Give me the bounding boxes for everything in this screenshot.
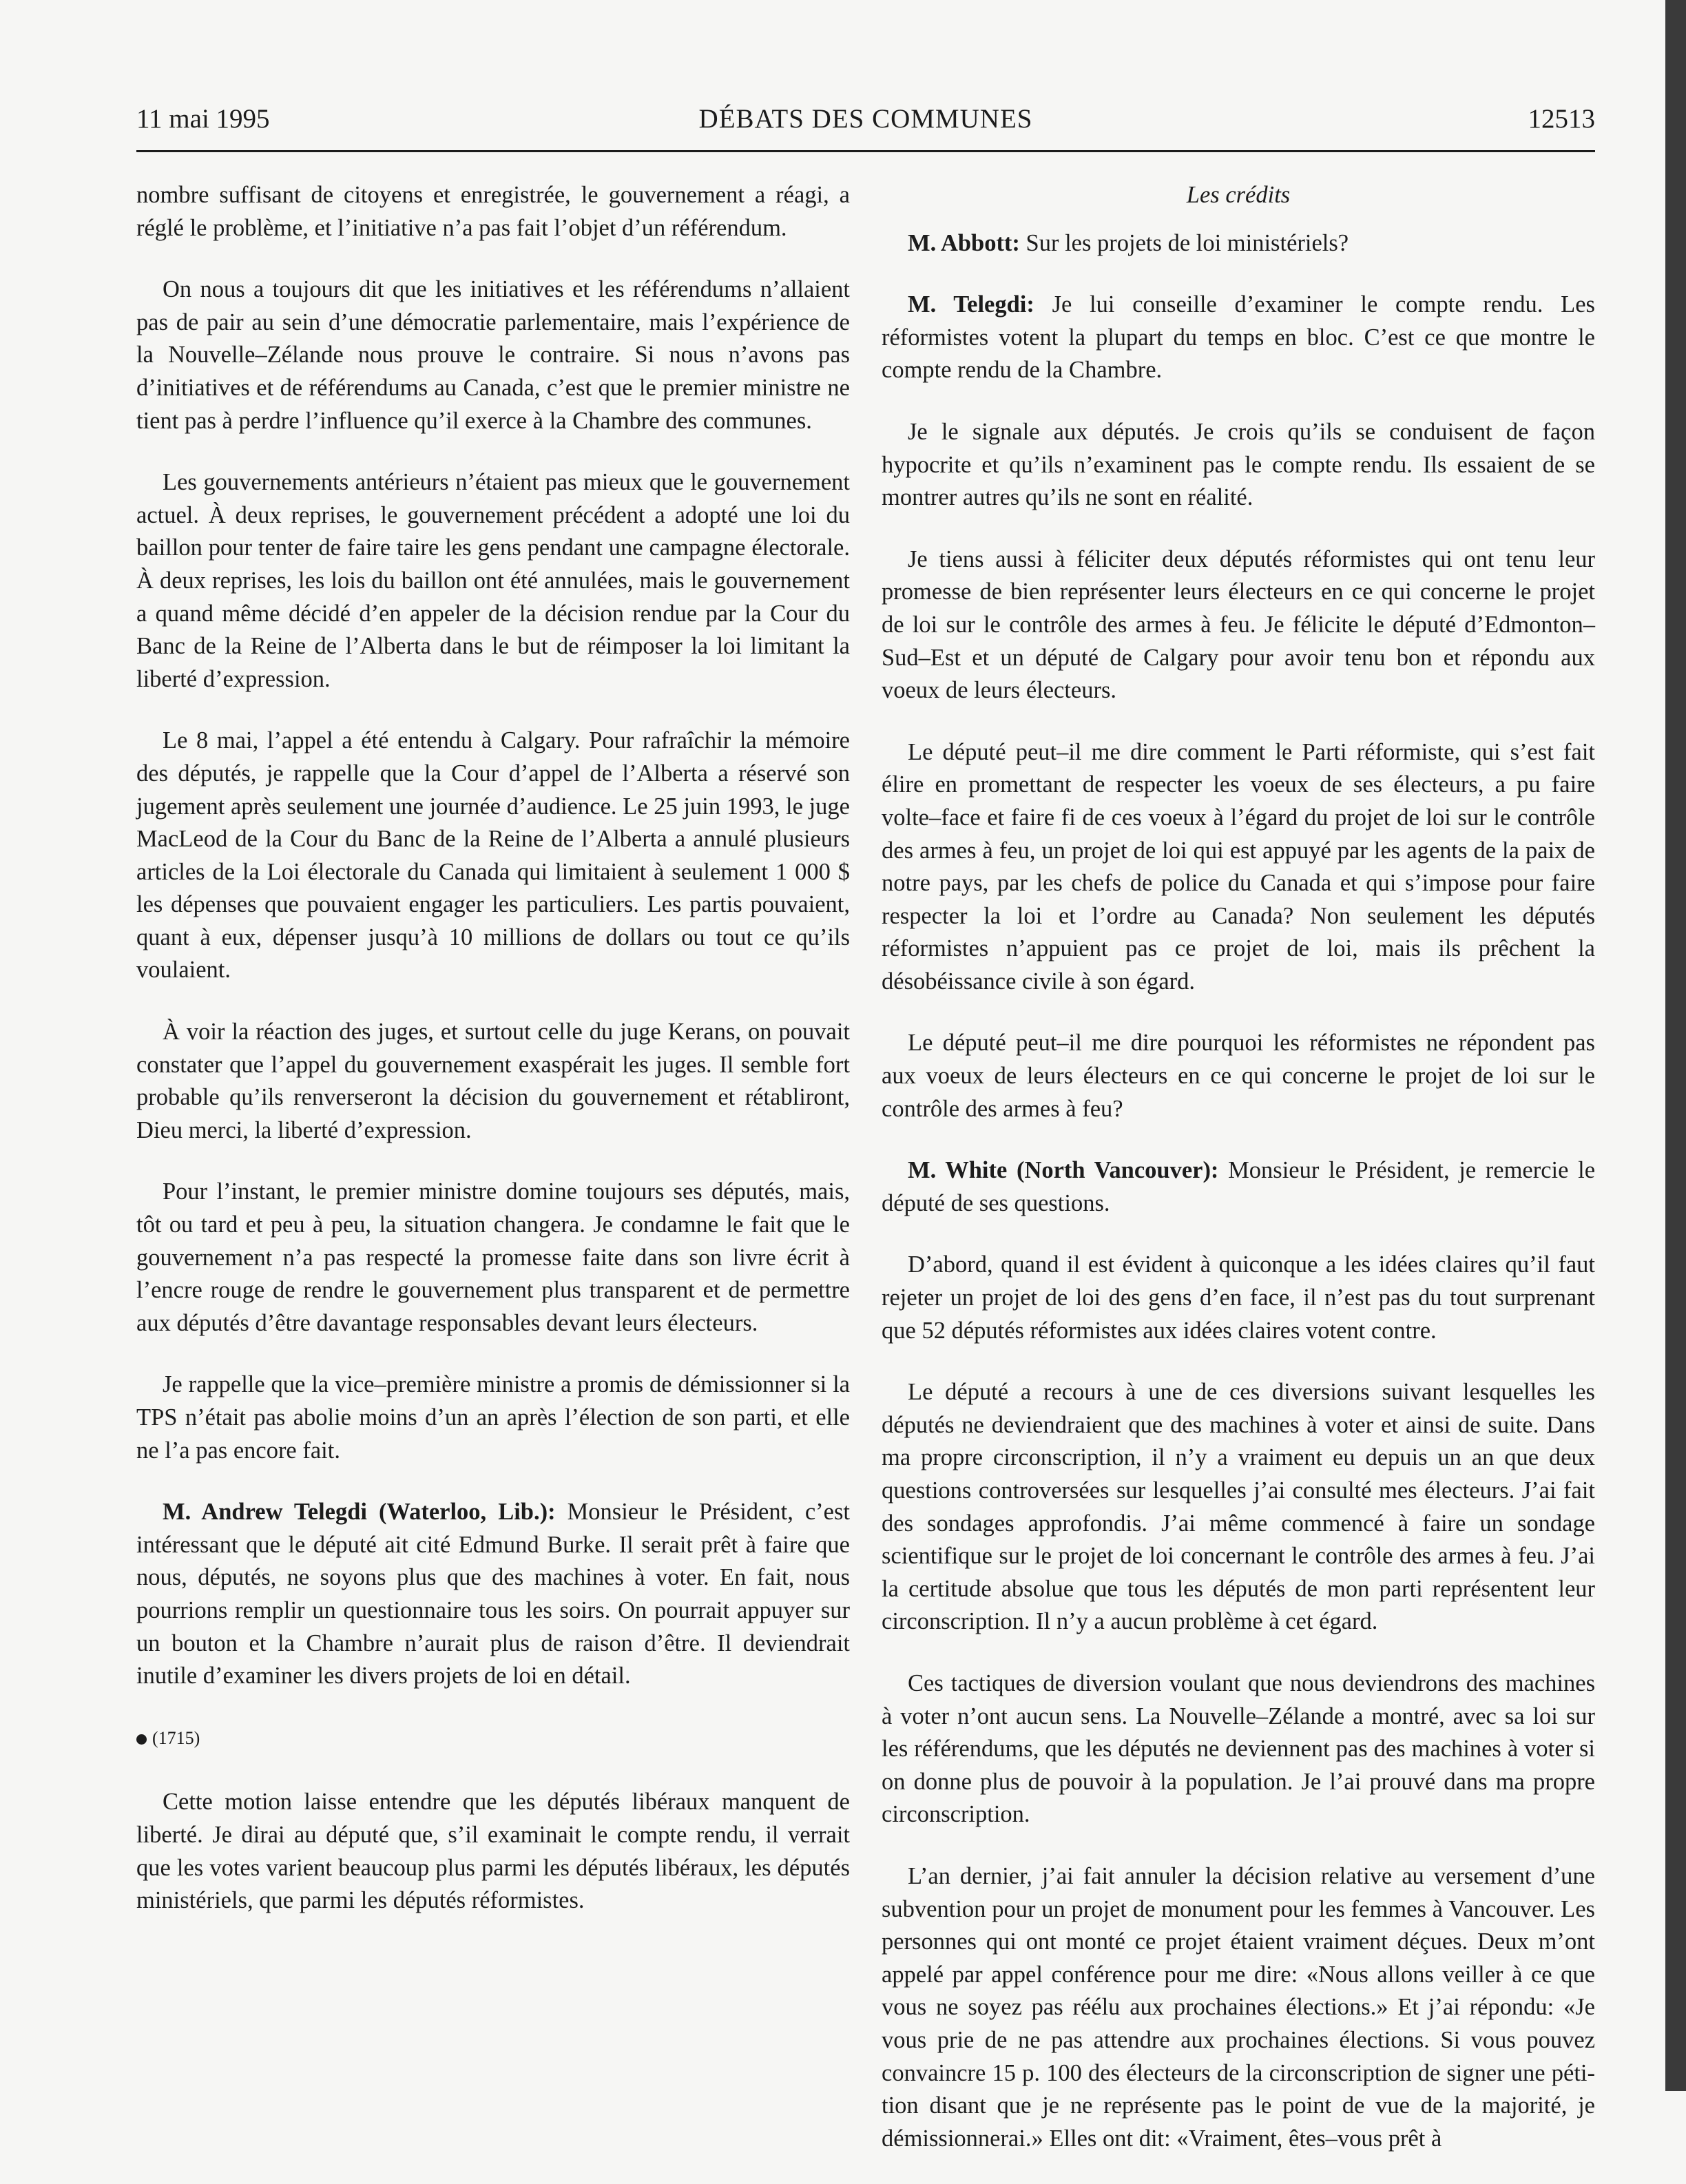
speaker-name: M. Telegdi: xyxy=(908,291,1034,318)
left-column xyxy=(136,179,850,1946)
timestamp-text: (1715) xyxy=(152,1727,200,1748)
paragraph: Pour l’instant, le premier ministre domine toujours ses députés, mais, tôt ou tard et peu à peu, la situation changera. Je condamne le fait que le gouvernement n’a pas respecté la promesse faite dans son livre écrit à l’encre rouge de rendre le gouvernement plus transparent et de permettre aux députés d’être davantage responsables devant leurs électeurs. xyxy=(136,1178,850,1336)
page-number: 12513 xyxy=(1528,104,1595,134)
paragraph: Le 8 mai, l’appel a été entendu à Calgary. Pour rafraîchir la mémoire des députés, je rappelle que la Cour d’appel de l’Alberta a réservé son jugement après seulement une journée d’audience. Le 25 juin 1993, le juge MacLeod de la Cour du Banc de la Reine de l’Alberta a annulé plusieurs articles de la Loi électorale du Canada qui limitaient à seulement 1 000 $ les dépenses que pouvaient engager les particuliers. Les partis pouvaient, quant à eux, dépenser jusqu’à 10 millions de dollars ou tout ce qu’ils voulaient. xyxy=(136,727,850,984)
paragraph: L’an dernier, j’ai fait annuler la décision relative au versement d’une subvention pour un projet de monument pour les femmes à Vancouver. Les personnes qui ont monté ce projet étaient vraiment déçues. Deux m’ont appelé par appel conférence pour me dire: «Nous allons veiller à ce que vous ne soyez pas réélu aux prochaines élections.» Et j’ai répondu: «Je vous prie de ne pas attendre aux prochaines élections. Si vous pouvez convaincre 15 p. 100 des électeurs de la circonscription de signer une pétition disant que je ne représente pas le point de vue de la majorité, je démissionnerai.» Elles ont dit: «Vraiment, êtes–vous prêt à xyxy=(882,1862,1595,2152)
header-rule xyxy=(136,150,1595,152)
paragraph: Je le signale aux députés. Je crois qu’ils se conduisent de façon hypocrite et qu’ils n’examinent pas le compte rendu. Ils essaient de se montrer autres qu’ils ne sont en réalité. xyxy=(882,418,1595,511)
paragraph: Je rappelle que la vice–première ministre a promis de démissionner si la TPS n’était pas abolie moins d’un an après l’élection de son parti, et elle ne l’a pas encore fait. xyxy=(136,1371,850,1464)
header-title: DÉBATS DES COMMUNES xyxy=(698,104,1033,134)
page-header xyxy=(136,103,1595,152)
speech-text: Monsieur le Président, je remercie le député de ses questions. xyxy=(882,1157,1596,1216)
speech-paragraph xyxy=(882,289,1595,387)
paragraph: Le député a recours à une de ces diversions suivant lesquelles les députés ne deviendraient que des machines à voter et ainsi de suite. Dans ma propre circonscription, il n’y a vraiment eu depuis un an que deux questions controversées sur lesquelles j’ai consulté mes électeurs. J’ai fait des sondages approfondis. J’ai même commencé à faire un sondage scientifique sur le projet de loi concernant le contrôle des armes à feu. J’ai la certitude absolue que tous les députés de mon parti représentent leur circonscription. Il n’y a aucun problème à cet égard. xyxy=(882,1379,1595,1635)
speech-paragraph xyxy=(882,227,1595,260)
speech-text: Monsieur le Président, c’est intéressant que le député ait cité Edmund Burke. Il serait prêt à faire que nous, députés, ne soyons plus que des machines à voter. En fait, nous pourrions remplir un questionnaire tous les soirs. On pourrait appuyer sur un bouton et la Chambre n’aurait plus de raison d’être. Il deviendrait inutile d’examiner les divers projets de loi en détail. xyxy=(136,1499,850,1689)
paragraph: nombre suffisant de citoyens et enregistrée, le gouvernement a réagi, a réglé le problème, et l’initiative n’a pas fait l’objet d’un référendum. xyxy=(136,182,850,241)
paragraph: On nous a toujours dit que les initiatives et les référendums n’allaient pas de pair au sein d’une démocratie parlementaire, mais l’expérience de la Nouvelle–Zélande nous prouve le contraire. Si nous n’avons pas d’initiatives et de référendums au Canada, c’est que le premier ministre ne tient pas à perdre l’influence qu’il exerce à la Chambre des communes. xyxy=(136,276,850,434)
speaker-name: M. White (North Vancouver): xyxy=(908,1157,1219,1184)
paragraph: À voir la réaction des juges, et surtout celle du juge Kerans, on pouvait constater que l’appel du gouvernement exaspérait les juges. Il semble fort probable qu’ils renverseront la décision du gouvernement et rétabliront, Dieu merci, la liberté d’expression. xyxy=(136,1019,850,1143)
speaker-name: M. Abbott: xyxy=(908,229,1020,256)
speech-paragraph xyxy=(882,1154,1595,1220)
timestamp xyxy=(136,1722,850,1755)
paragraph: Le député peut–il me dire pourquoi les réformistes ne répondent pas aux voeux de leurs électeurs en ce qui concerne le projet de loi sur le contrôle des armes à feu? xyxy=(882,1030,1595,1122)
speech-text: Sur les projets de loi ministériels? xyxy=(1019,229,1349,256)
paragraph: Ces tactiques de diversion voulant que nous deviendrons des machines à voter n’ont aucun sens. La Nouvelle–Zélande a montré, avec sa loi sur les référendums, que les députés ne deviennent pas des machines à voter si on donne plus de pouvoir à la population. Je l’ai prouvé dans ma propre circonscription. xyxy=(882,1670,1595,1828)
header-date: 11 mai 1995 xyxy=(136,104,270,134)
bullet-icon xyxy=(136,1734,147,1745)
paragraph: Les gouvernements antérieurs n’étaient pas mieux que le gouvernement actuel. À deux reprises, le gouvernement précédent a adopté une loi du baillon pour tenter de faire taire les gens pendant une campagne électorale. À deux reprises, les lois du baillon ont été annulées, mais le gouvernement a quand même décidé d’en appeler de la décision rendue par la Cour du Banc de la Reine de l’Alberta dans le but de réimposer la loi limitant la liberté d’expression. xyxy=(136,469,850,692)
paragraph: Je tiens aussi à féliciter deux députés réformistes qui ont tenu leur promesse de bien représenter leurs électeurs en ce qui concerne le projet de loi sur le contrôle des armes à feu. Je félicite le député d’Edmonton–Sud–Est et un député de Calgary pour avoir tenu bon et répondu aux voeux de leurs électeurs. xyxy=(882,545,1595,704)
section-title: Les crédits xyxy=(1186,182,1291,208)
right-column xyxy=(882,179,1595,2184)
speech-paragraph xyxy=(136,1496,850,1693)
paragraph: D’abord, quand il est évident à quiconque a les idées claires qu’il faut rejeter un projet de loi des gens d’en face, il n’est pas du tout surprenant que 52 députés réformistes aux idées claires votent contre. xyxy=(882,1251,1595,1344)
paragraph: Cette motion laisse entendre que les députés libéraux manquent de liberté. Je dirai au député que, s’il examinait le compte rendu, il verrait que les votes varient beaucoup plus parmi les députés libéraux, les députés ministériels, que parmi les députés réformistes. xyxy=(136,1789,850,1914)
speech-text: Je lui conseille d’examiner le compte rendu. Les réformistes votent la plupart du temps en bloc. C’est ce que montre le compte rendu de la Chambre. xyxy=(882,291,1595,384)
scan-edge xyxy=(1665,0,1686,2091)
paragraph: Le député peut–il me dire comment le Parti réformiste, qui s’est fait élire en promettant de respecter les voeux de ses électeurs, a pu faire volte–face et faire fi de ces voeux à l’égard du projet de loi sur le contrôle des armes à feu, un projet de loi qui est appuyé par les agents de la paix de notre pays, par les chefs de police du Canada et qui s’impose pour faire respecter la loi et l’ordre au Canada? Non seulement les députés réformistes n’appuient pas ce projet de loi, mais ils prêchent la désobéissance civile à son égard. xyxy=(882,738,1595,995)
speaker-name: M. Andrew Telegdi (Waterloo, Lib.): xyxy=(163,1499,556,1526)
